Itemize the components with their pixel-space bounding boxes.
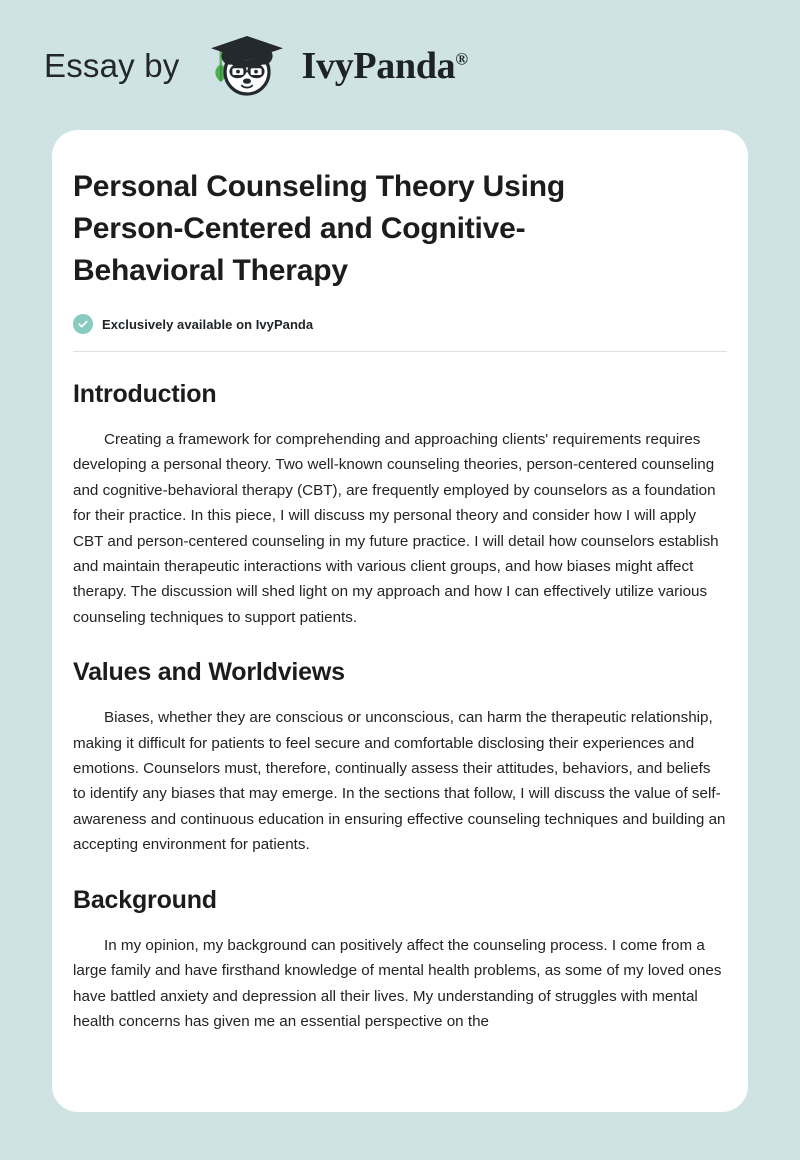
section-paragraph: Creating a framework for comprehending and approaching clients' requirements requires developing a personal theory. Two well-known counseling theories, person-centered counseling and cognitive-behavioral therapy (CBT), are frequently employed by counselors as a foundation for their practice. In this piece, I will discuss my personal theory and consider how I will apply CBT and person-centered counseling in my future practice. I will detail how counselors establish and maintain therapeutic interactions with various client groups, and how biases might affect therapy. The discussion will shed light on my approach and how I can effectively utilize various counseling techniques to support patients. [73, 431, 719, 626]
essay-paper-card [52, 130, 748, 1112]
brand-name-text: IvyPanda [301, 45, 456, 87]
essay-content [52, 130, 748, 1034]
section-background [73, 885, 727, 1035]
section-paragraph: Biases, whether they are conscious or unconscious, can harm the therapeutic relationship, making it difficult for patients to feel secure and comfortable disclosing their experiences and emotions. Counselors must, therefore, continually assess their attitudes, behaviors, and beliefs to identify any biases that may emerge. In the sections that follow, I will discuss the value of self-awareness and continuous education in ensuring effective counseling techniques and building an accepting environment for patients. [73, 709, 726, 854]
section-heading: Values and Worldviews [73, 658, 345, 687]
exclusive-availability-badge [73, 314, 727, 334]
brand-header [0, 0, 800, 130]
section-introduction [73, 379, 727, 630]
page-title: Personal Counseling Theory Using Person-Centered and Cognitive-Behavioral Therapy [73, 170, 566, 287]
exclusive-availability-label: Exclusively available on IvyPanda [102, 316, 314, 332]
essay-by-label: Essay by [44, 46, 180, 84]
title-divider [73, 351, 727, 352]
section-heading: Introduction [73, 380, 217, 408]
panda-graduate-logo-icon [198, 32, 292, 98]
ivypanda-wordmark [302, 47, 468, 85]
registered-trademark-mark: ® [455, 49, 468, 69]
check-circle-icon [73, 314, 93, 334]
section-paragraph: In my opinion, my background can positively affect the counseling process. I come from a large family and have firsthand knowledge of mental health problems, as some of my loved ones have battled anxiety and depression all their lives. My understanding of struggles with mental health concerns has given me an essential perspective on the [73, 936, 722, 1030]
section-heading: Background [73, 885, 217, 914]
section-values-and-worldviews [73, 657, 727, 857]
ivypanda-logo-link[interactable] [198, 32, 468, 98]
